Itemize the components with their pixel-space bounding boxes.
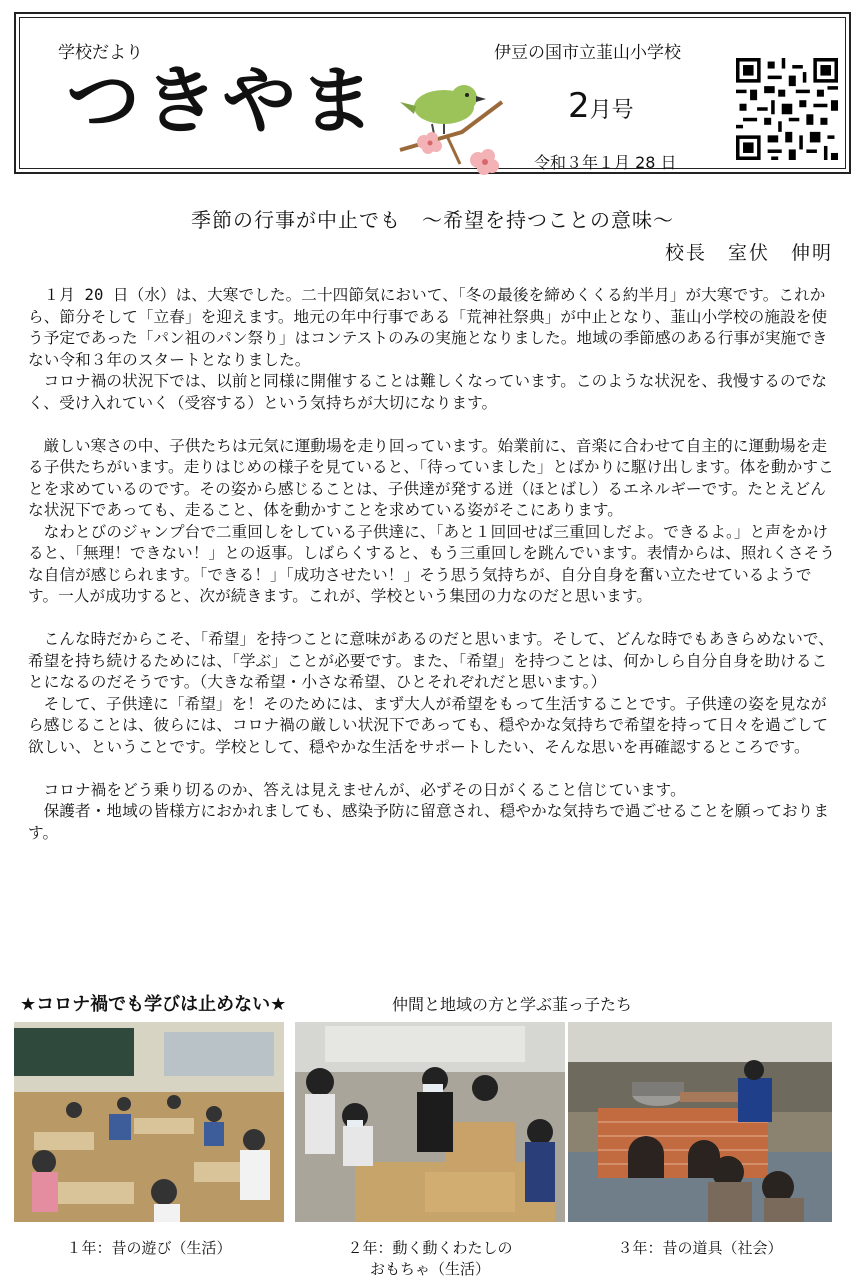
paragraph: １月 20 日（水）は、大寒でした。二十四節気において、「冬の最後を締めくくる約半月」が大寒です。これから、節分そして「立春」を迎えます。地元の年中行事である「荒神社祭典」が中止となり、韮山小学校の施設を使う予定であった「パン祖のパン祭り」はコンテストのみの実施となりました。地域の季節感のある行事が実施できない令和３年のスタートとなりました。 bbox=[28, 286, 828, 369]
paragraph-gap bbox=[28, 758, 838, 780]
paragraph-gap bbox=[28, 608, 838, 630]
paragraph: コロナ禍の状況下では、以前と同様に開催することは難しくなっています。このような状況を、我慢するのでなく、受け入れていく（受容する）という気持ちが大切になります。 bbox=[28, 372, 828, 412]
paragraph: 保護者・地域の皆様方におかれましても、感染予防に留意され、穏やかな気持ちで過ごせることを願っております。 bbox=[28, 802, 830, 842]
qr-code-icon[interactable] bbox=[736, 58, 838, 160]
classroom-photo bbox=[295, 1022, 565, 1222]
issue-suffix: 月号 bbox=[589, 98, 634, 123]
paragraph: なわとびのジャンプ台で二重回しをしている子供達に、「あと１回回せば三重回しだよ。できるよ。」と声をかけると、「無理！できない！」との返事。しばらくすると、もう三重回しを跳んでいます。表情からは、照れくさそうな自信が感じられます。「できる！」「成功させたい！」そう思う気持ちが、自分自身を奮い立たせているようです。一人が成功すると、次が続きます。これが、学校という集団の力なのだと思います。 bbox=[28, 522, 836, 605]
paragraph: そして、子供達に「希望」を！そのためには、まず大人が希望をもって生活することです。子供達の姿を見ながら感じることは、彼らには、コロナ禍の厳しい状況下であっても、穏やかな気持ちで希望を持って日々を過ごして欲しい、ということです。学校として、穏やかな生活をサポートしたい、そんな思いを再確認するところです。 bbox=[28, 694, 829, 756]
article-headline: 季節の行事が中止でも ～希望を持つことの意味～ bbox=[191, 208, 674, 232]
school-name: 伊豆の国市立韮山小学校 bbox=[494, 43, 681, 63]
photo-section-heading: ★コロナ禍でも学びは止めない★ bbox=[20, 994, 287, 1015]
photo-caption: １年：昔の遊び（生活） bbox=[66, 1239, 232, 1257]
paragraph: こんな時だからこそ、「希望」を持つことに意味があるのだと思います。そして、どんな時でもあきらめないで、希望を持ち続けるためには、「学ぶ」ことが必要です。また、「希望」を持つことは、何かしら自分自身を助けることになるのだそうです。（大きな希望・小さな希望、ひとそれぞれだと思います。） bbox=[28, 630, 834, 691]
classroom-photo bbox=[568, 1022, 832, 1222]
issue-number: 2 bbox=[568, 86, 590, 126]
photo-caption: ３年：昔の道具（社会） bbox=[617, 1239, 783, 1257]
issue-date: 令和３年１月 28 日 bbox=[534, 153, 677, 172]
photo-caption: ２年：動く動くわたしの おもちゃ（生活） bbox=[347, 1239, 513, 1278]
article-body bbox=[28, 285, 838, 844]
bird-on-plum-branch-icon bbox=[392, 72, 512, 182]
series-label: 学校だより bbox=[58, 43, 143, 63]
masthead bbox=[14, 12, 851, 174]
newsletter-title: つきやま bbox=[66, 58, 378, 144]
paragraph: 厳しい寒さの中、子供たちは元気に運動場を走り回っています。始業前に、音楽に合わせて自主的に運動場を走る子供たちがいます。走りはじめの様子を見ていると、「待っていました」とばかりに駆け出します。体を動かすことを求めているのです。その姿から感じることは、子供達が発する迸（ほとばし）るエネルギーです。たとえどんな状況下であっても、走ること、体を動かすことを求めている姿がそこにあります。 bbox=[28, 436, 834, 519]
photo-section-subheading: 仲間と地域の方と学ぶ韮っ子たち bbox=[392, 995, 633, 1014]
paragraph-gap bbox=[28, 414, 838, 436]
article-author: 校長 室伏 伸明 bbox=[664, 242, 833, 264]
paragraph: コロナ禍をどう乗り切るのか、答えは見えませんが、必ずその日がくること信じています。 bbox=[43, 780, 686, 799]
classroom-photo bbox=[14, 1022, 284, 1222]
issue-label bbox=[568, 86, 634, 126]
